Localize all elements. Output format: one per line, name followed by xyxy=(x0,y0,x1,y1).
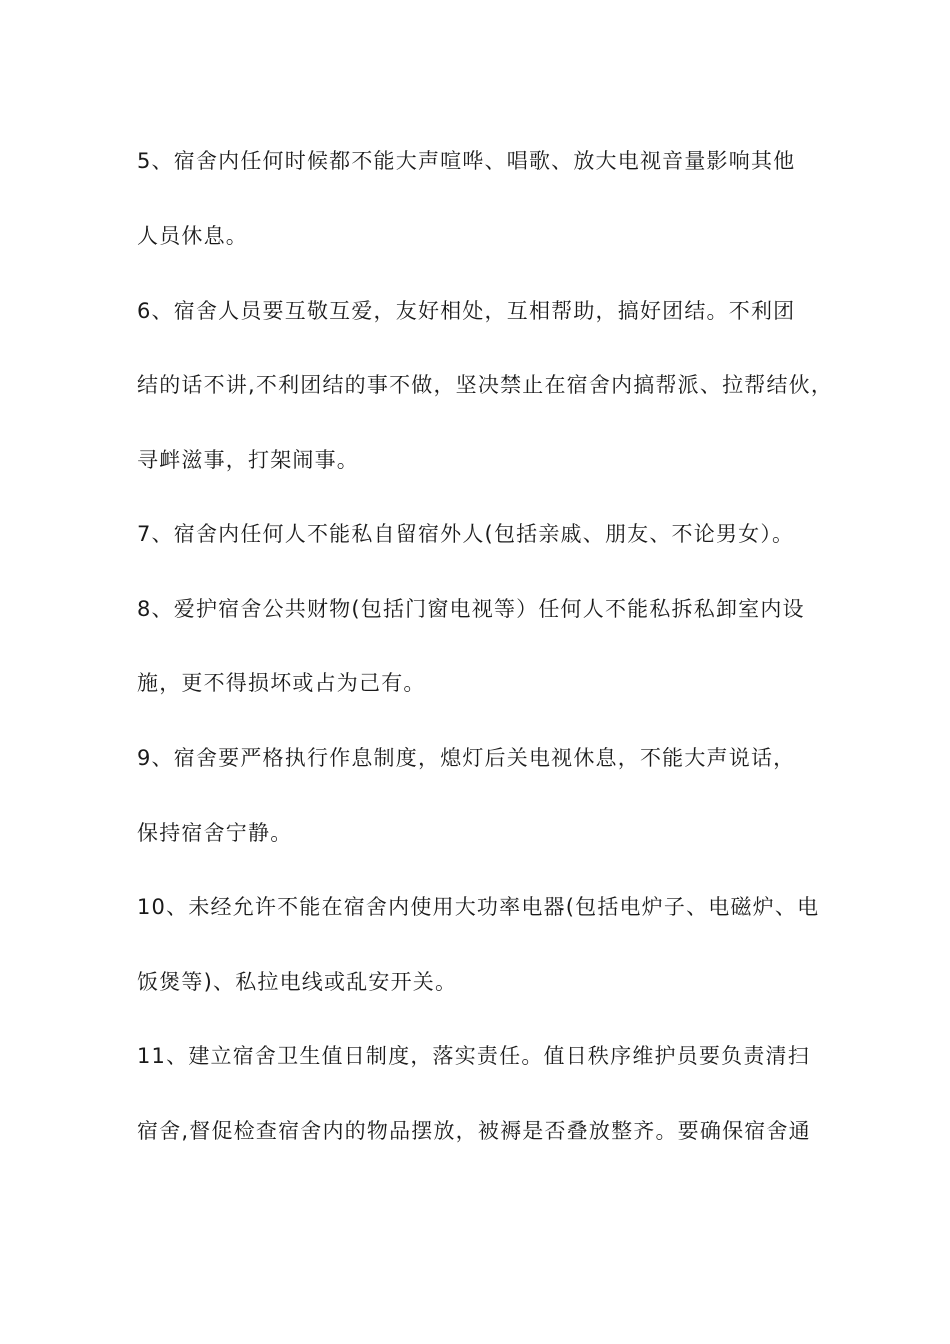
rule-10-line-1: 10、未经允许不能在宿舍内使用大功率电器(包括电炉子、电磁炉、电 xyxy=(137,895,820,919)
rule-8-line-1: 8、爱护宿舍公共财物(包括门窗电视等）任何人不能私拆私卸室内设 xyxy=(137,597,805,621)
rule-9-line-2: 保持宿舍宁静。 xyxy=(137,821,293,845)
rule-5-line-2: 人员休息。 xyxy=(137,224,248,248)
rule-6-line-3: 寻衅滋事，打架闹事。 xyxy=(137,448,359,472)
rule-6-line-2: 结的话不讲,不利团结的事不做，坚决禁止在宿舍内搞帮派、拉帮结伙， xyxy=(137,373,834,397)
rule-9-line-1: 9、宿舍要严格执行作息制度，熄灯后关电视休息，不能大声说话， xyxy=(137,746,796,770)
rule-11-line-2: 宿舍,督促检查宿舍内的物品摆放，被褥是否叠放整齐。要确保宿舍通 xyxy=(137,1119,811,1143)
rule-8-line-2: 施，更不得损坏或占为己有。 xyxy=(137,671,426,695)
rule-7-line-1: 7、宿舍内任何人不能私自留宿外人(包括亲戚、朋友、不论男女）。 xyxy=(137,522,795,546)
rule-10-line-2: 饭煲等)、私拉电线或乱安开关。 xyxy=(137,970,458,994)
rule-5-line-1: 5、宿舍内任何时候都不能大声喧哗、唱歌、放大电视音量影响其他 xyxy=(137,149,796,173)
rule-11-line-1: 11、建立宿舍卫生值日制度，落实责任。值日秩序维护员要负责清扫 xyxy=(137,1044,810,1068)
rule-6-line-1: 6、宿舍人员要互敬互爱，友好相处，互相帮助，搞好团结。不利团 xyxy=(137,299,796,323)
